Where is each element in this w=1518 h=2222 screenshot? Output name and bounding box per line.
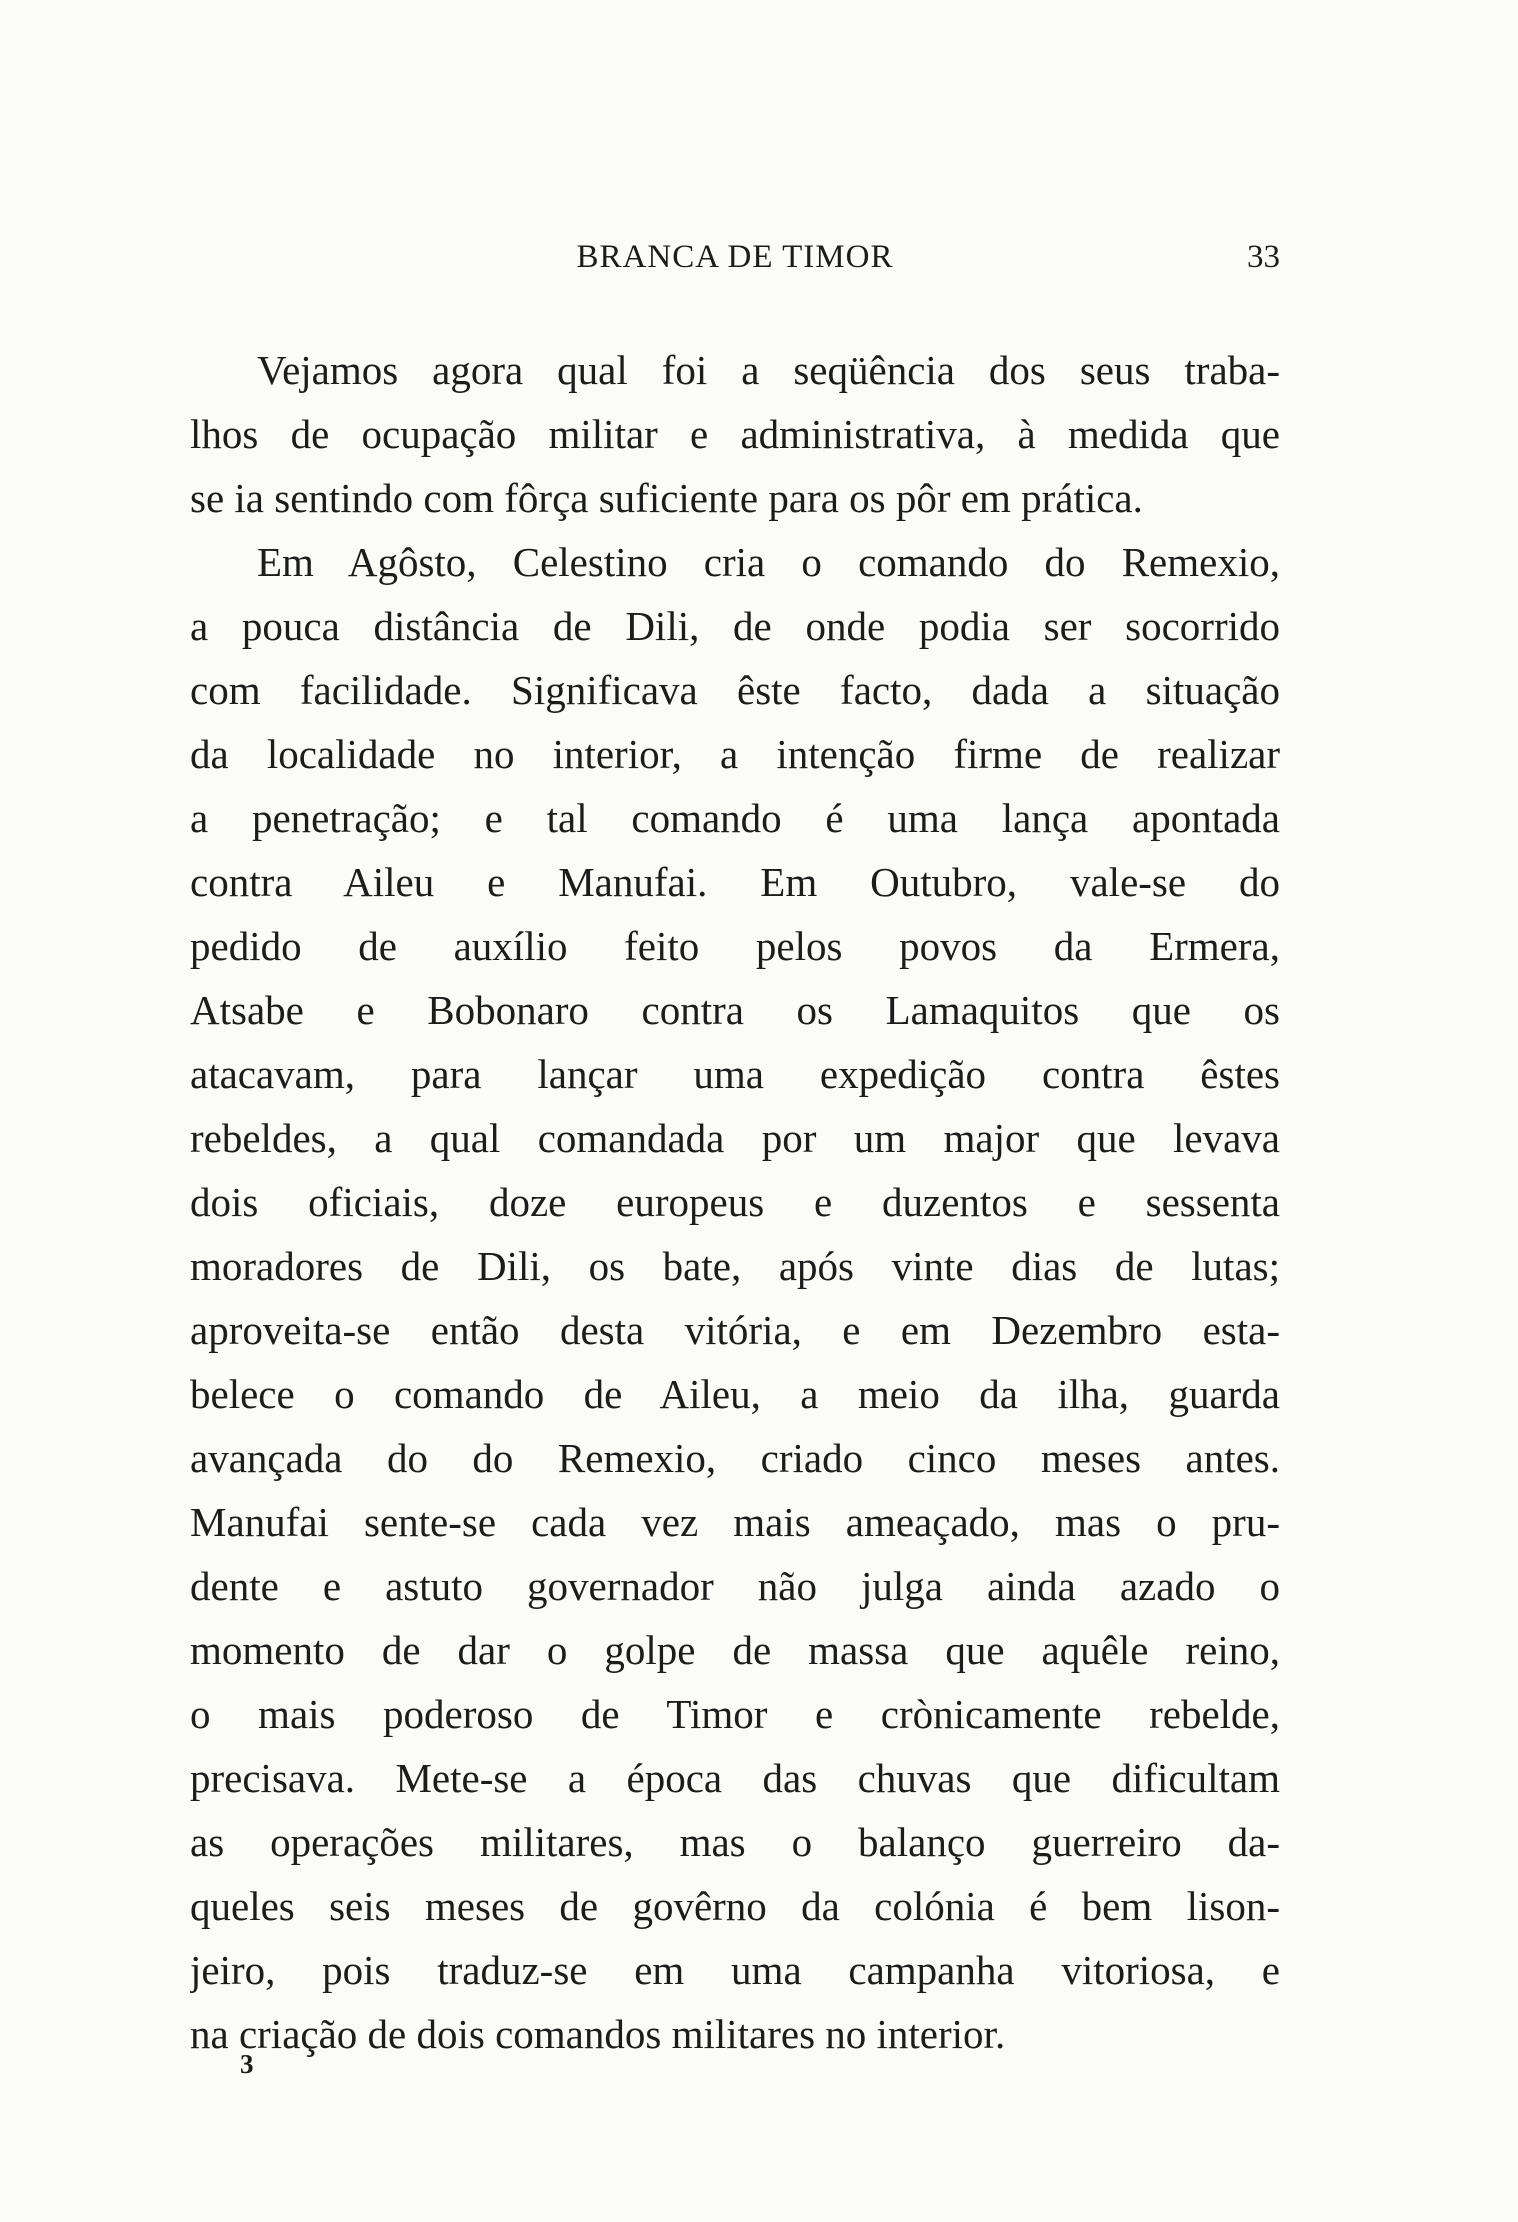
running-title: BRANCA DE TIMOR: [576, 239, 894, 275]
text-line: se ia sentindo com fôrça suficiente para os pôr em prática.: [190, 475, 1143, 521]
text-line: as operações militares, mas o balanço guerreiro da-: [190, 1819, 1280, 1865]
text-line: Atsabe e Bobonaro contra os Lamaquitos que os: [190, 987, 1280, 1033]
text-line: Em Agôsto, Celestino cria o comando do Remexio,: [257, 539, 1280, 585]
text-line: aproveita-se então desta vitória, e em Dezembro esta-: [190, 1307, 1280, 1353]
text-line: da localidade no interior, a intenção firme de realizar: [190, 731, 1280, 777]
text-line: lhos de ocupação militar e administrativa, à medida que: [190, 411, 1280, 457]
text-line: atacavam, para lançar uma expedição contra êstes: [190, 1051, 1280, 1097]
body-text: [190, 338, 1280, 2066]
text-line: momento de dar o golpe de massa que aquêle reino,: [190, 1627, 1280, 1673]
text-line: rebeldes, a qual comandada por um major que levava: [190, 1115, 1280, 1161]
text-line: a pouca distância de Dili, de onde podia ser socorrido: [190, 603, 1280, 649]
text-line: com facilidade. Significava êste facto, dada a situação: [190, 667, 1280, 713]
text-line: na criação de dois comandos militares no interior.: [190, 2011, 1006, 2057]
text-line: contra Aileu e Manufai. Em Outubro, vale-se do: [190, 859, 1280, 905]
text-line: moradores de Dili, os bate, após vinte dias de lutas;: [190, 1243, 1280, 1289]
text-line: belece o comando de Aileu, a meio da ilha, guarda: [190, 1371, 1280, 1417]
text-line: Manufai sente-se cada vez mais ameaçado, mas o pru-: [190, 1499, 1280, 1545]
text-line: pedido de auxílio feito pelos povos da Ermera,: [190, 923, 1280, 969]
text-line: avançada do do Remexio, criado cinco meses antes.: [190, 1435, 1280, 1481]
text-line: a penetração; e tal comando é uma lança apontada: [190, 795, 1280, 841]
text-line: dois oficiais, doze europeus e duzentos e sessenta: [190, 1179, 1280, 1225]
text-line: o mais poderoso de Timor e crònicamente rebelde,: [190, 1691, 1280, 1737]
signature-mark: 3: [240, 2049, 254, 2079]
text-line: Vejamos agora qual foi a seqüência dos seus traba-: [257, 347, 1280, 393]
page-number: 33: [1247, 239, 1280, 275]
running-head: [190, 232, 1280, 282]
text-line: jeiro, pois traduz-se em uma campanha vitoriosa, e: [190, 1947, 1280, 1993]
text-line: precisava. Mete-se a época das chuvas que dificultam: [190, 1755, 1280, 1801]
text-line: queles seis meses de govêrno da colónia é bem lison-: [190, 1883, 1280, 1929]
text-line: dente e astuto governador não julga ainda azado o: [190, 1563, 1280, 1609]
